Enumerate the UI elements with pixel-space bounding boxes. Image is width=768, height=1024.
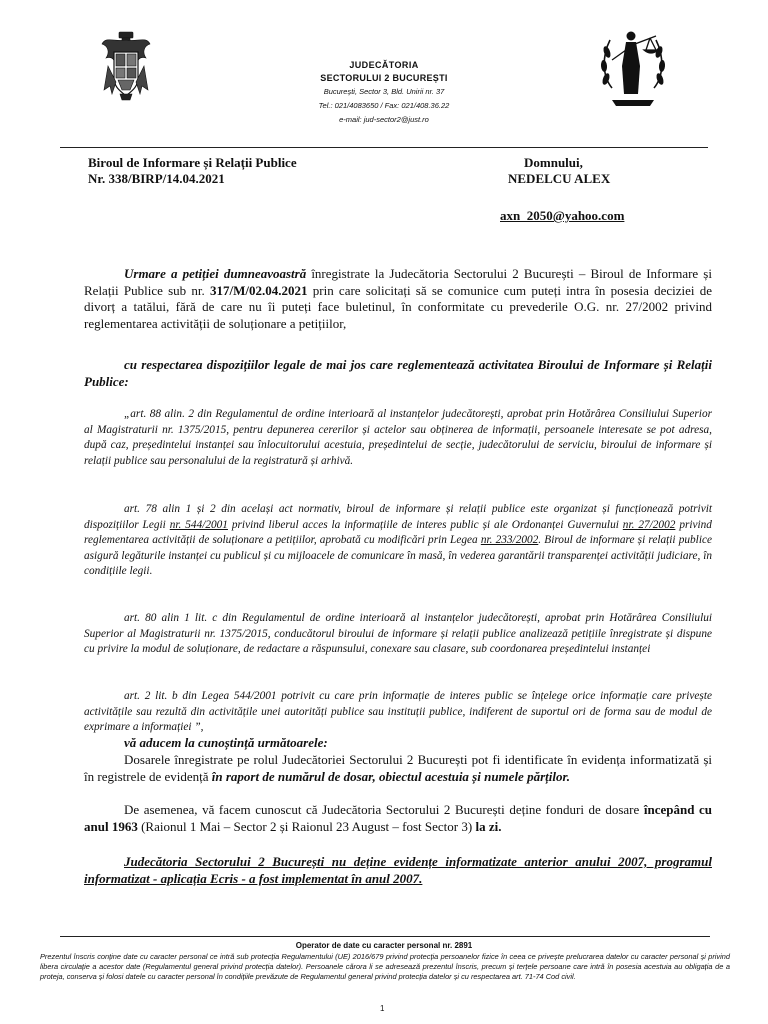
quote-art-2: art. 2 lit. b din Legea 544/2001 potrivit cu care prin informație de interes public se înțelege orice informație care privește activitățile sau rezultă din activitățile unei autorități publice sau instituții publice, indiferent de suportul ori de forma sau de modul de exprimare a informației ”, — [84, 690, 712, 734]
court-phone-fax: Tel.: 021/4083650 / Fax: 021/408.36.22 — [318, 101, 450, 110]
court-name-line2: SECTORULUI 2 BUCUREȘTI — [320, 73, 448, 83]
paragraph-legal-basis: cu respectarea dispozițiilor legale de mai jos care reglementează activitatea Biroului de Informare și Relații Publice: — [84, 357, 712, 389]
paragraph-petition: Urmare a petiției dumneavoastră înregistrate la Judecătoria Sectorului 2 București – Biroul de Informare și Relații Publice sub nr. 317/M/02.04.2021 prin care solicitați să se comunice cum puteți intra în posesia deciziei de divorț a tatălui, fără de care nu îi puteți face buletinul, în conformitate cu prevederile O.G. nr. 27/2002 privind reglementarea activității de soluționare a petițiilor, — [84, 266, 712, 331]
quote-art-88: „art. 88 alin. 2 din Regulamentul de ordine interioară al instanțelor judecătorești, aprobat prin Hotărârea Consiliului Superior al Magistraturii nr. 1375/2015, pentru depunerea cererilor și actelor sau obținerea de informații, persoanele interesate se pot adresa, după caz, președintelui instanței sau înlocuitorului acestuia, președintelui de secție, judecătorului de serviciu, biroului de informare și relații publice sau personalului de la registratură și arhivă. — [84, 408, 712, 467]
paragraph-files-identification: Dosarele înregistrate pe rolul Judecătoriei Sectorului 2 București pot fi identificate în evidența informatizată și în registrele de evidență în raport de numărul de dosar, obiectul acestuia și numele părților. — [84, 752, 712, 784]
recipient-salutation: Domnului, — [524, 155, 583, 170]
quote-art-80: art. 80 alin 1 lit. c din Regulamentul de ordine interioară al instanțelor judecătorești, aprobat prin Hotărârea Consiliului Superior al Magistraturii nr. 1375/2015, conducătorul biroului de informare și relații publice analizează petițiile înregistrate și dispune cu privire la modul de soluționare, de redactare a răspunsului, conexare sau clasare, sub coordonarea președintelui instanței — [84, 612, 712, 656]
court-address: București, Sector 3, Bld. Unirii nr. 37 — [323, 87, 445, 96]
paragraph-archive-funds: De asemenea, vă facem cunoscut că Judecătoria Sectorului 2 București deține fonduri de dosare începând cu anul 1963 (Raionul 1 Mai – Sector 2 și Raionul 23 August – fost Sector 3) la zi. — [84, 802, 713, 834]
quote-art-78: art. 78 alin 1 și 2 din același act normativ, biroul de informare și relații publice este organizat și funcționează potrivit dispozițiilor Legii nr. 544/2001 privind liberul acces la informațiile de interes public și ale Ordonanței Guvernului nr. 27/2002 privind reglementarea activității de soluționare a petițiilor, aprobată cu modificări prin Legea nr. 233/2002. Biroul de informare și relații publice asigură legăturile instanței cu publicul și cu mijloacele de comunicare în masă, în vederea garantării transparenței activității judiciare, în condițiile legii. — [84, 503, 712, 578]
petition-lead: Urmare a petiției dumneavoastră — [124, 266, 307, 281]
sender-office: Biroul de Informare și Relații Publice — [88, 155, 297, 170]
archive-start-year: începând cu anul 1963 — [84, 802, 713, 834]
court-email: e-mail: jud-sector2@just.ro — [339, 115, 429, 124]
recipient-name: NEDELCU ALEX — [508, 171, 611, 186]
ordinance-27-2002: nr. 27/2002 — [622, 518, 676, 531]
page-number: 1 — [380, 1004, 385, 1013]
law-544-2001: nr. 544/2001 — [169, 518, 228, 531]
footer-operator-number: Operator de date cu caracter personal nr. 2891 — [295, 941, 473, 950]
identification-criteria: în raport de numărul de dosar, obiectul acestuia și numele părților. — [211, 768, 571, 784]
footer-divider — [60, 936, 710, 937]
sender-reference: Nr. 338/BIRP/14.04.2021 — [88, 171, 225, 186]
paragraph-announcement: vă aducem la cunoștință următoarele: — [124, 735, 328, 750]
paragraph-ecris-statement: Judecătoria Sectorului 2 București nu deține evidențe informatizate anterior anului 2007, programul informatizat - aplicația Ecris - a fost implementat în anul 2007. — [84, 854, 712, 886]
petition-number: 317/M/02.04.2021 — [210, 282, 308, 298]
law-233-2002: nr. 233/2002 — [480, 534, 539, 547]
recipient-email: axn_2050@yahoo.com — [500, 208, 625, 223]
footer-gdpr-notice: Prezentul înscris conține date cu caracter personal ce intră sub protecția Regulamentului (UE) 2016/679 privind protecția persoanelor fizice în ceea ce privește prelucrarea datelor cu caracter personal și privind libera circulație a acestor date (Regulamentul general privind protecția datelor). Persoanele cărora li se adresează prezentul înscris, precum și terțele persoane care intră în posesia acestuia au obligația de a proteja, conserva și folosi datele cu caracter personal în condițiile prevăzute de Regulamentul general privind protecția datelor și cu respectarea art. 71-74 Cod civil. — [40, 952, 730, 981]
header-divider — [60, 147, 708, 148]
court-name-line1: JUDECĂTORIA — [349, 60, 419, 70]
